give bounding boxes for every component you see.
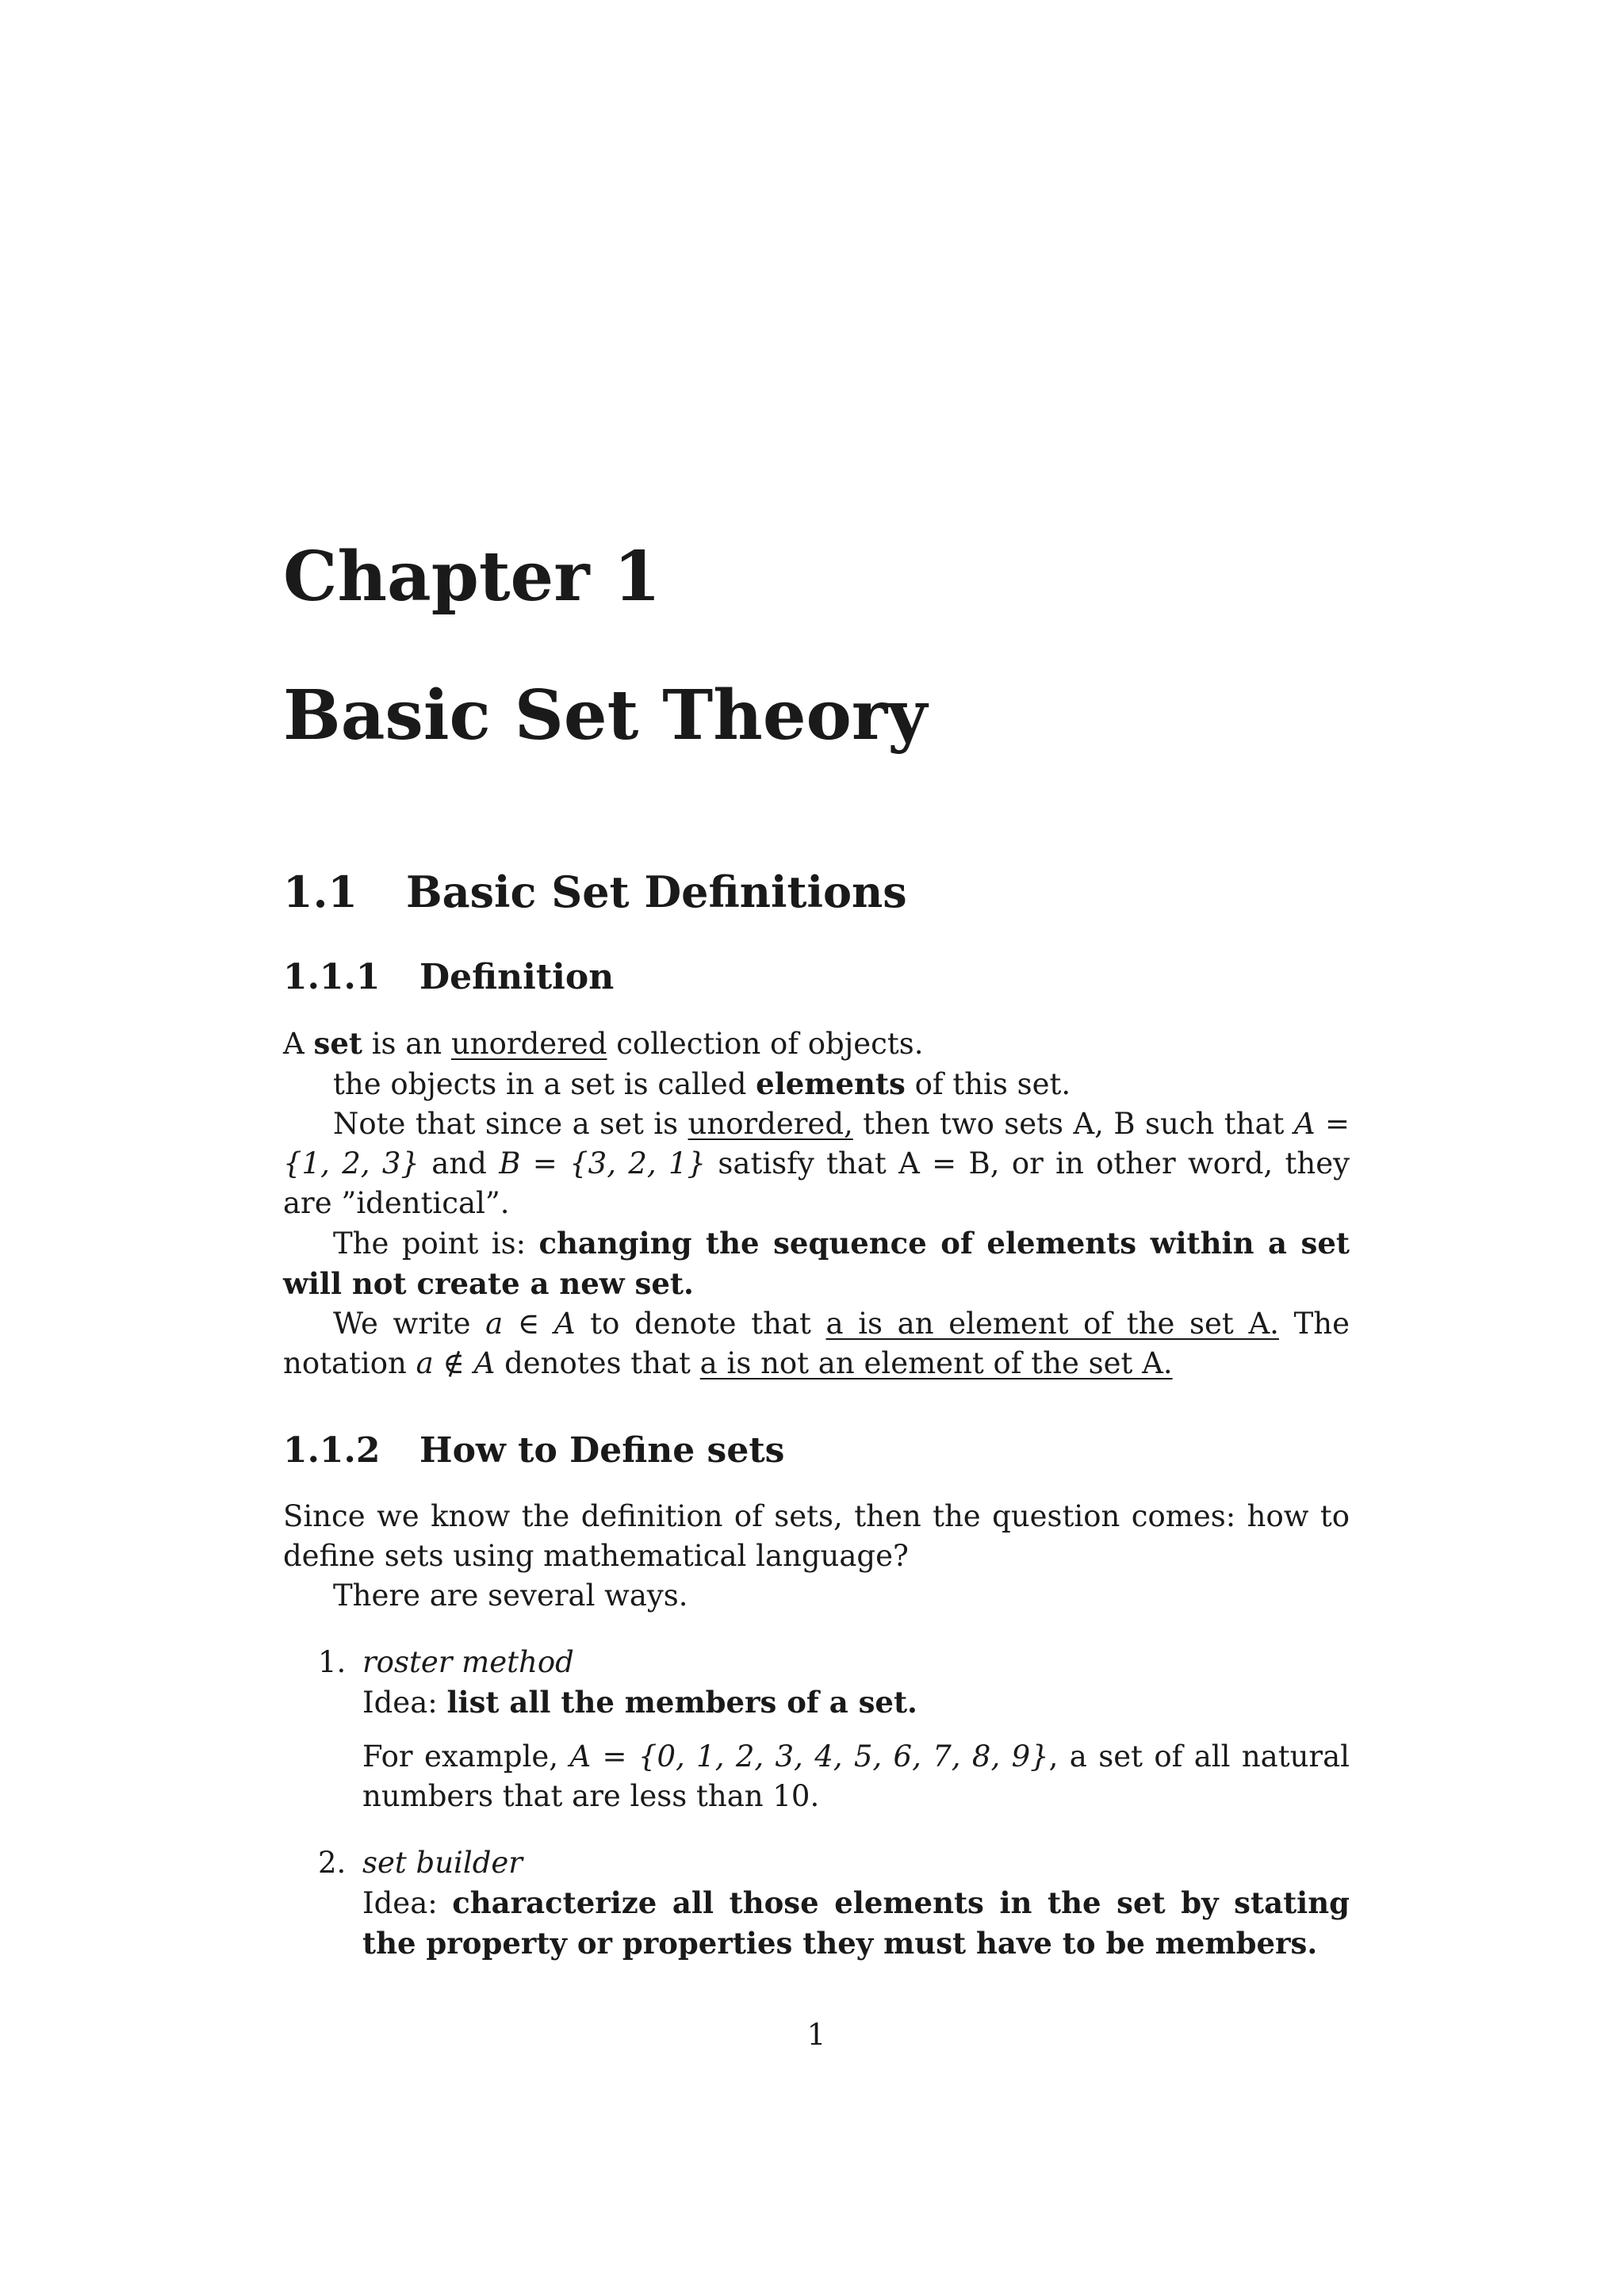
method-idea: Idea: characterize all those elements in the set by stating the property or properties they must have to be members. — [362, 1885, 1350, 1961]
underlined-unordered: unordered — [450, 1027, 607, 1061]
math-set-a: A = {1, 2, 3} — [283, 1107, 1350, 1181]
math-element-of: a ∈ A — [485, 1307, 576, 1341]
chapter-label: Chapter 1 — [283, 537, 661, 617]
document-page — [283, 0, 1350, 2296]
math-roster-set: A = {0, 1, 2, 3, 4, 5, 6, 7, 8, 9} — [569, 1739, 1049, 1774]
define-sets-body — [283, 1497, 1350, 1616]
section-heading — [283, 867, 907, 917]
subsection-title: Definition — [419, 957, 615, 997]
list-item — [283, 1843, 1350, 1964]
bold-point: changing the sequence of elements within a set will not create a new set. — [283, 1226, 1350, 1301]
paragraph: There are several ways. — [333, 1578, 688, 1613]
subsection-heading-define-sets — [283, 1430, 785, 1471]
math-set-b: B = {3, 2, 1} — [499, 1146, 707, 1181]
subsection-number: 1.1.2 — [283, 1430, 381, 1471]
underlined-not-element-of: a is not an element of the set A. — [699, 1346, 1173, 1380]
math-not-element-of: a ∉ A — [416, 1346, 496, 1380]
method-example: For example, A = {0, 1, 2, 3, 4, 5, 6, 7, 8, 9}, a set of all natural numbers that are less than 10. — [362, 1739, 1350, 1813]
section-number: 1.1 — [283, 867, 358, 917]
paragraph: Since we know the definition of sets, then the question comes: how to define sets using mathematical language? — [283, 1499, 1350, 1573]
paragraph: the objects in a set is called elements of this set. — [333, 1066, 1071, 1101]
subsection-number: 1.1.1 — [283, 957, 381, 997]
subsection-heading-definition — [283, 957, 615, 997]
chapter-title: Basic Set Theory — [283, 675, 928, 756]
method-name: set builder — [362, 1846, 523, 1880]
term-set: set — [313, 1026, 362, 1061]
page-number: 1 — [806, 2018, 826, 2052]
term-elements: elements — [756, 1066, 906, 1101]
underlined-unordered: unordered, — [688, 1107, 853, 1141]
list-item — [283, 1643, 1350, 1816]
definition-body — [283, 1024, 1350, 1383]
underlined-element-of: a is an element of the set A. — [825, 1307, 1279, 1341]
section-title: Basic Set Definitions — [406, 867, 907, 917]
list-marker: 2. — [318, 1846, 347, 1880]
paragraph: The point is: changing the sequence of elements within a set will not create a new set. — [283, 1226, 1350, 1301]
paragraph: A set is an unordered collection of objects. — [283, 1026, 924, 1061]
method-name: roster method — [362, 1645, 574, 1679]
methods-list — [283, 1643, 1350, 1964]
paragraph: We write a ∈ A to denote that a is an element of the set A. The notation a ∉ A denotes that a is not an element of the set A. — [283, 1307, 1350, 1380]
paragraph: Note that since a set is unordered, then two sets A, B such that A = {1, 2, 3} and B = {3, 2, 1} satisfy that A = B, or in other word, they are ”identical”. — [283, 1107, 1350, 1220]
list-marker: 1. — [318, 1645, 347, 1679]
subsection-title: How to Define sets — [419, 1430, 785, 1471]
method-idea: Idea: list all the members of a set. — [362, 1685, 917, 1720]
